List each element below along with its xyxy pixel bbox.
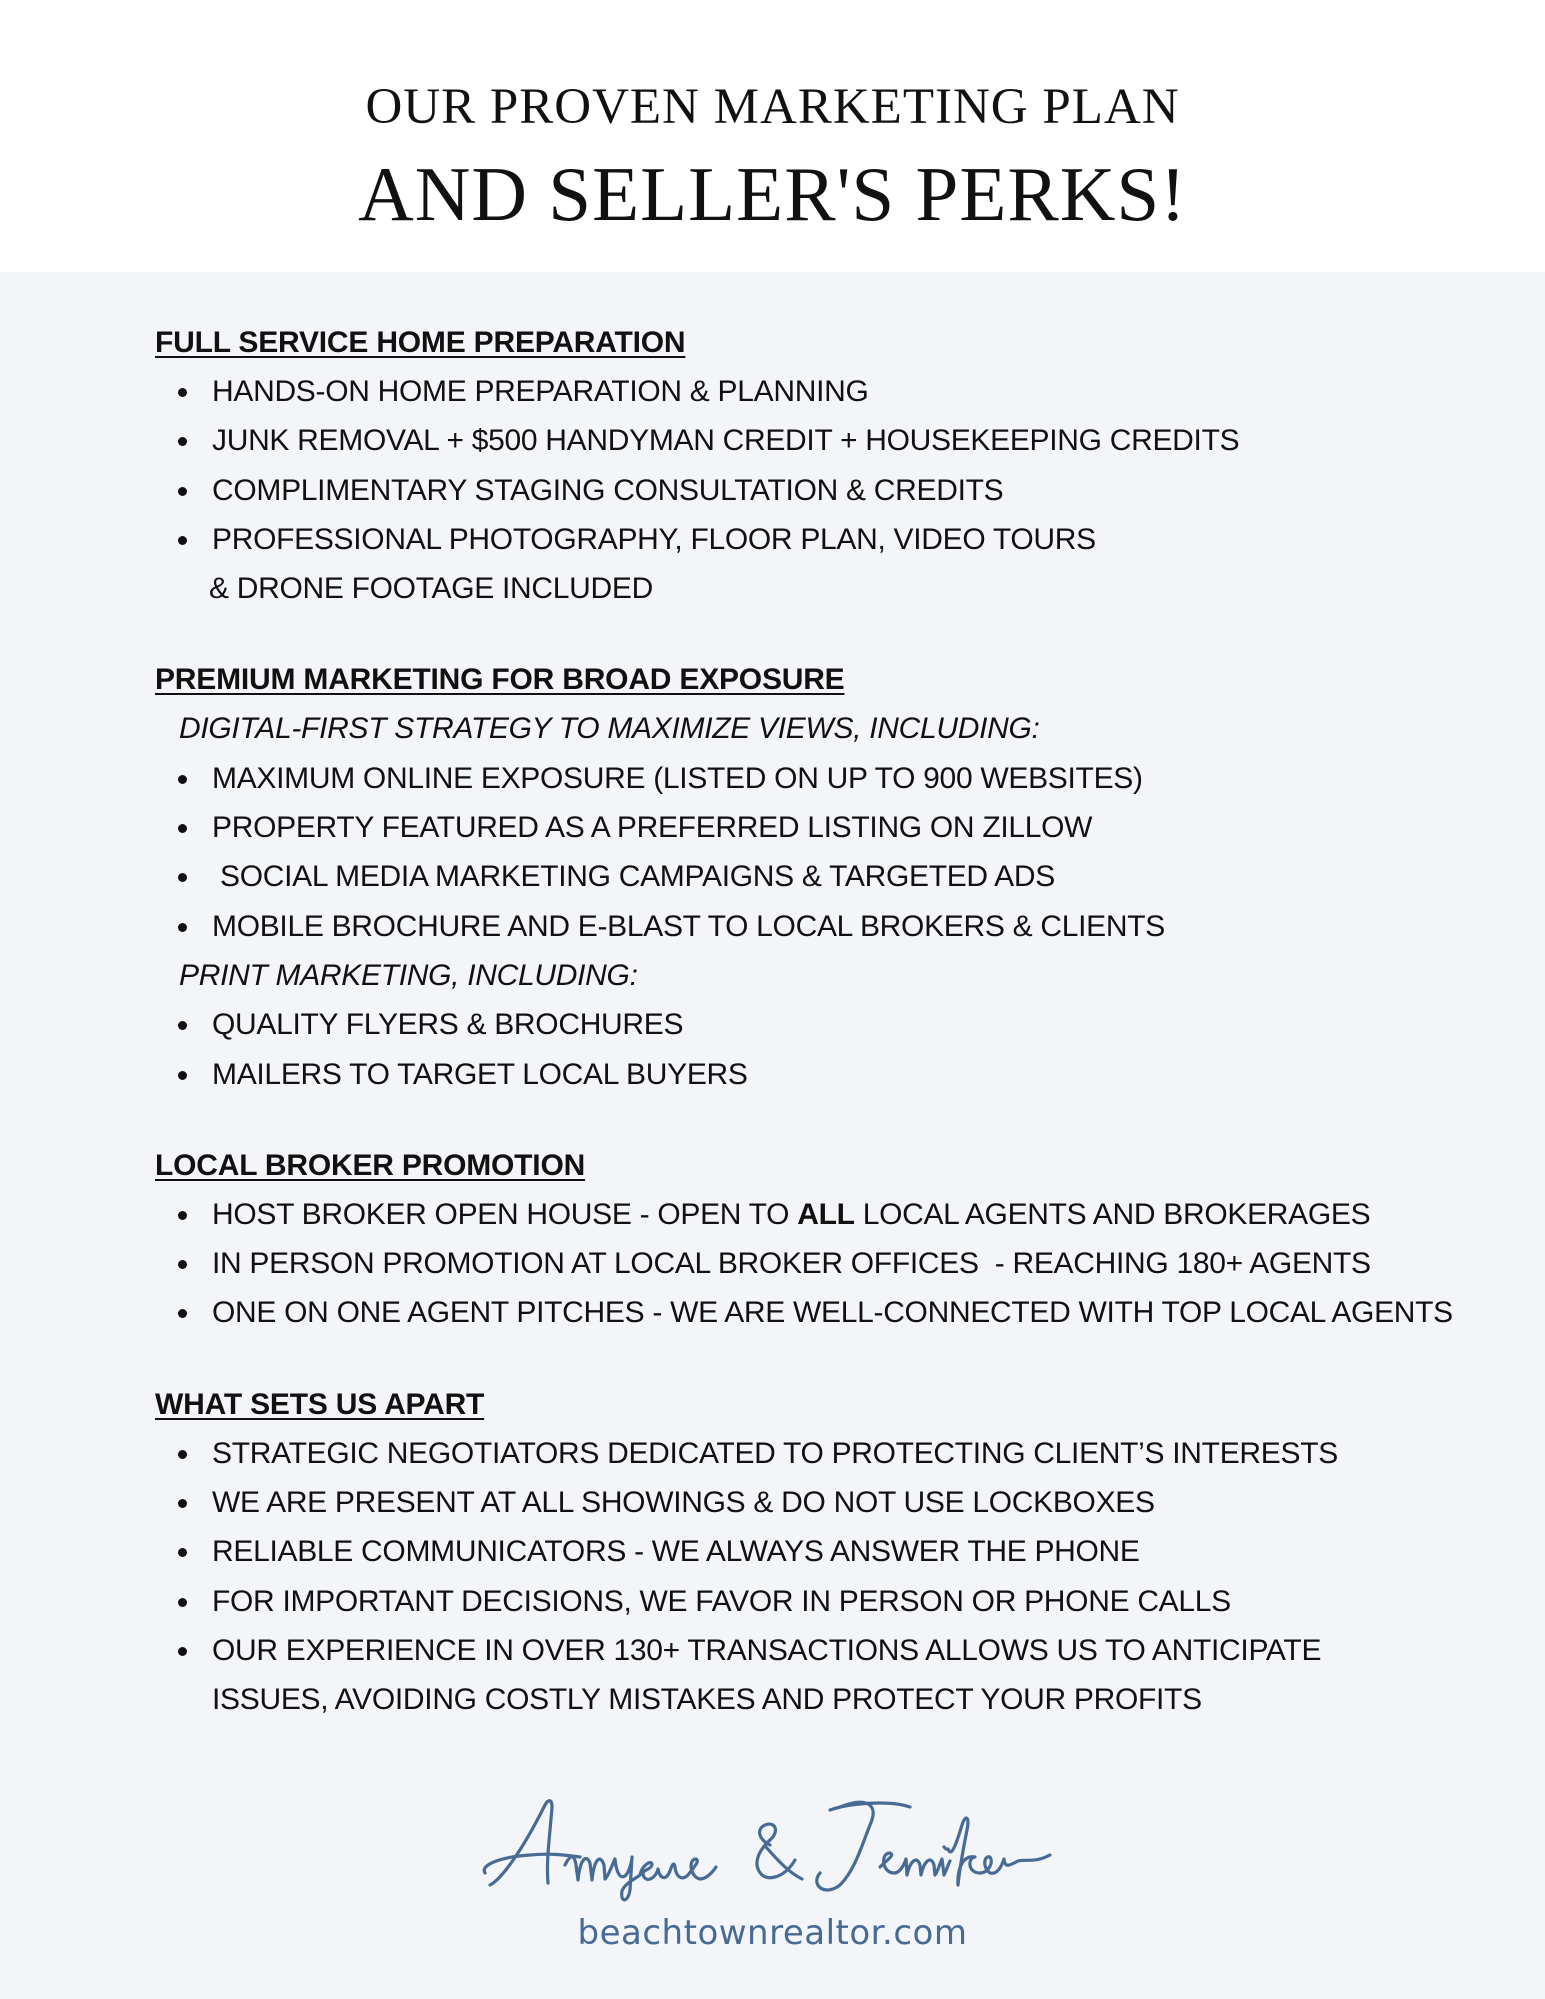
list-item (155, 852, 1525, 901)
bullet-icon (178, 536, 187, 545)
section-title: FULL SERVICE HOME PREPARATION (155, 326, 686, 359)
page-title-line1: OUR PROVEN MARKETING PLAN (365, 79, 1180, 135)
section-what-sets-us-apart (155, 1380, 1525, 1725)
signature-stroke (817, 1802, 873, 1890)
subheading-print: PRINT MARKETING, INCLUDING: (179, 958, 638, 992)
list-item (155, 1000, 1525, 1049)
list-item-text: JUNK REMOVAL + $500 HANDYMAN CREDIT + HOUSEKEEPING CREDITS (212, 424, 1240, 458)
bullet-icon (178, 1021, 187, 1030)
section-broker-promotion (155, 1141, 1525, 1338)
signature-stroke (565, 1857, 716, 1900)
bullet-icon (178, 487, 187, 496)
bullet-list (155, 1429, 1525, 1725)
bullet-icon (178, 1598, 187, 1607)
bullet-icon (178, 1647, 187, 1656)
list-item (155, 754, 1525, 803)
list-item-text: STRATEGIC NEGOTIATORS DEDICATED TO PROTECTING CLIENT’S INTERESTS (212, 1436, 1338, 1470)
bullet-icon (178, 1548, 187, 1557)
section-title: PREMIUM MARKETING FOR BROAD EXPOSURE (155, 663, 845, 697)
list-item (155, 1478, 1525, 1527)
list-item (155, 1239, 1525, 1288)
signature-stroke (880, 1818, 1050, 1885)
list-item (155, 1050, 1525, 1099)
list-item-text: PROPERTY FEATURED AS A PREFERRED LISTING ON ZILLOW (212, 811, 1093, 845)
bullet-list (155, 1000, 1525, 1099)
subheading-digital: DIGITAL-FIRST STRATEGY TO MAXIMIZE VIEWS, INCLUDING: (179, 712, 1040, 746)
bullet-icon (178, 775, 187, 784)
section-title: WHAT SETS US APART (155, 1387, 485, 1421)
list-item-text: HANDS-ON HOME PREPARATION & PLANNING (212, 375, 869, 408)
list-item (155, 1527, 1525, 1576)
section-premium-marketing (155, 655, 1525, 1098)
signature-stroke (944, 1847, 946, 1849)
emphasis-text: ALL (797, 1197, 855, 1231)
list-item-text: LOCAL AGENTS AND BROKERAGES (854, 1197, 1371, 1231)
list-item-text: FOR IMPORTANT DECISIONS, WE FAVOR IN PERSON OR PHONE CALLS (212, 1584, 1231, 1618)
list-item-text: OUR EXPERIENCE IN OVER 130+ TRANSACTIONS ALLOWS US TO ANTICIPATE (212, 1633, 1322, 1667)
bullet-icon (178, 388, 187, 397)
list-item-text: WE ARE PRESENT AT ALL SHOWINGS & DO NOT USE LOCKBOXES (212, 1486, 1155, 1520)
bullet-icon (178, 1071, 187, 1080)
list-item-text: PROFESSIONAL PHOTOGRAPHY, FLOOR PLAN, VIDEO TOURS (212, 522, 1096, 556)
list-item (155, 902, 1525, 951)
list-item-continuation: ISSUES, AVOIDING COSTLY MISTAKES AND PROTECT YOUR PROFITS (212, 1683, 1202, 1717)
list-item (155, 803, 1525, 852)
content-area (0, 272, 1545, 1999)
list-item-text: MOBILE BROCHURE AND E-BLAST TO LOCAL BROKERS & CLIENTS (212, 909, 1165, 943)
section-home-preparation (155, 318, 1525, 613)
list-item (155, 1288, 1525, 1337)
page-title-line2: AND SELLER'S PERKS! (358, 151, 1187, 237)
page-header (0, 0, 1545, 272)
list-item-text: SOCIAL MEDIA MARKETING CAMPAIGNS & TARGETED ADS (220, 860, 1055, 894)
list-item-text: IN PERSON PROMOTION AT LOCAL BROKER OFFICES - REACHING 180+ AGENTS (212, 1247, 1371, 1281)
list-item-continuation: & DRONE FOOTAGE INCLUDED (209, 572, 653, 606)
website-link[interactable]: beachtownrealtor.com (577, 1913, 968, 1953)
bullet-icon (178, 437, 187, 446)
list-item (155, 1577, 1525, 1626)
bullet-icon (178, 1211, 187, 1220)
signature-image (470, 1785, 1070, 1905)
list-item (155, 515, 1525, 614)
section-title: LOCAL BROKER PROMOTION (155, 1148, 586, 1182)
bullet-icon (178, 873, 187, 882)
bullet-list (155, 367, 1525, 613)
list-item-text: MAXIMUM ONLINE EXPOSURE (LISTED ON UP TO 900 WEBSITES) (212, 761, 1143, 795)
bullet-icon (178, 1260, 187, 1269)
list-item-text: MAILERS TO TARGET LOCAL BUYERS (212, 1057, 748, 1091)
list-item (155, 1190, 1525, 1239)
content-body (155, 318, 1525, 1767)
list-item (155, 1429, 1525, 1478)
list-item-text: HOST BROKER OPEN HOUSE - OPEN TO (212, 1197, 798, 1231)
bullet-list (155, 1190, 1525, 1338)
list-item-text: QUALITY FLYERS & BROCHURES (212, 1008, 684, 1042)
bullet-icon (178, 824, 187, 833)
bullet-list (155, 754, 1525, 951)
bullet-icon (178, 1450, 187, 1459)
list-item-text: RELIABLE COMMUNICATORS - WE ALWAYS ANSWER THE PHONE (212, 1535, 1140, 1569)
list-item-text: ONE ON ONE AGENT PITCHES - WE ARE WELL-CONNECTED WITH TOP LOCAL AGENTS (212, 1296, 1453, 1330)
list-item-text: COMPLIMENTARY STAGING CONSULTATION & CREDITS (212, 473, 1004, 507)
bullet-icon (178, 1499, 187, 1508)
list-item (155, 416, 1525, 465)
bullet-icon (178, 1309, 187, 1318)
list-item (155, 367, 1525, 416)
list-item (155, 466, 1525, 515)
list-item (155, 1626, 1525, 1725)
signature-stroke (490, 1801, 552, 1885)
bullet-icon (178, 923, 187, 932)
